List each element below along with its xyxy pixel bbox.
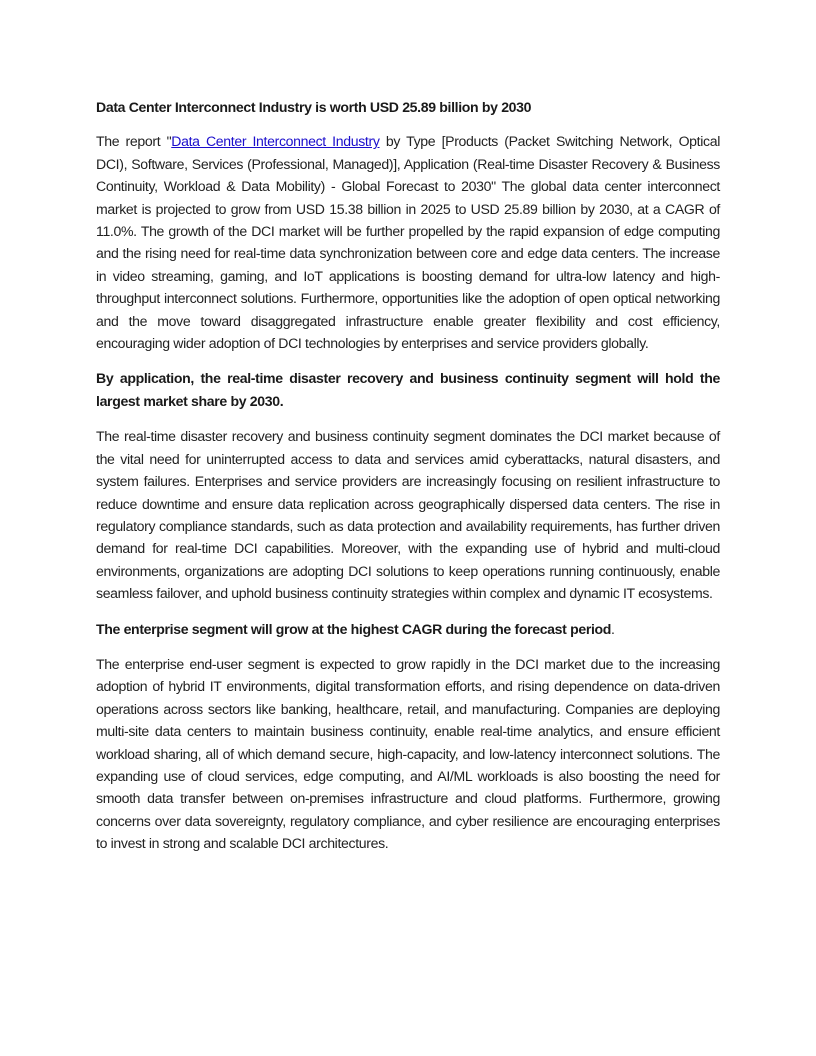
document-page (96, 96, 720, 868)
report-link[interactable]: Data Center Interconnect Industry (171, 133, 380, 150)
intro-body: by Type [Products (Packet Switching Network, Optical DCI), Software, Services (Professional, Managed)], Application (Real-time Disaster Recovery & Business Continuity, Workload & Data Mobility) - Global Forecast to 2030" The global data center interconnect market is projected to grow from USD 15.38 billion in 2025 to USD 25.89 billion by 2030, at a CAGR of 11.0%. The growth of the DCI market will be further propelled by the rapid expansion of edge computing and the rising need for real-time data synchronization between core and edge data centers. The increase in video streaming, gaming, and IoT applications is boosting demand for ultra-low latency and high-throughput interconnect solutions. Furthermore, opportunities like the adoption of open optical networking and the move toward disaggregated infrastructure enable greater flexibility and cost efficiency, encouraging wider adoption of DCI technologies by enterprises and service providers globally. (96, 133, 720, 352)
intro-prefix: The report " (96, 133, 172, 150)
section-body-enterprise: The enterprise end-user segment is expected to grow rapidly in the DCI market due to the increasing adoption of hybrid IT environments, digital transformation efforts, and rising dependence on data-driven operations across sectors like banking, healthcare, retail, and manufacturing. Companies are deploying multi-site data centers to maintain business continuity, enable real-time analytics, and ensure efficient workload sharing, all of which demand secure, high-capacity, and low-latency interconnect solutions. The expanding use of cloud services, edge computing, and AI/ML workloads is also boosting the need for smooth data transfer between on-premises infrastructure and cloud platforms. Furthermore, growing concerns over data sovereignty, regulatory compliance, and cyber resilience are encouraging enterprises to invest in strong and scalable DCI architectures. (96, 655, 720, 852)
section-heading-application (96, 367, 720, 412)
section-body-application: The real-time disaster recovery and business continuity segment dominates the DCI market because of the vital need for uninterrupted access to data and services amid cyberattacks, natural disasters, and system failures. Enterprises and service providers are increasingly focusing on resilient infrastructure to reduce downtime and ensure data replication across geographically dispersed data centers. The rise in regulatory compliance standards, such as data protection and availability requirements, has further driven demand for real-time DCI capabilities. Moreover, with the expanding use of hybrid and multi-cloud environments, organizations are adopting DCI solutions to keep operations running continuously, enable seamless failover, and uphold business continuity strategies within complex and dynamic IT ecosystems. (96, 428, 720, 602)
section-heading-enterprise (96, 618, 720, 640)
section-heading-text: The enterprise segment will grow at the highest CAGR during the forecast period (96, 620, 612, 637)
document-title: Data Center Interconnect Industry is worth USD 25.89 billion by 2030 (96, 99, 532, 115)
intro-paragraph (96, 130, 720, 354)
section-heading-suffix: . (611, 620, 615, 637)
section-heading-text: By application, the real-time disaster recovery and business continuity segment will hold the largest market share by 2030. (96, 370, 720, 409)
